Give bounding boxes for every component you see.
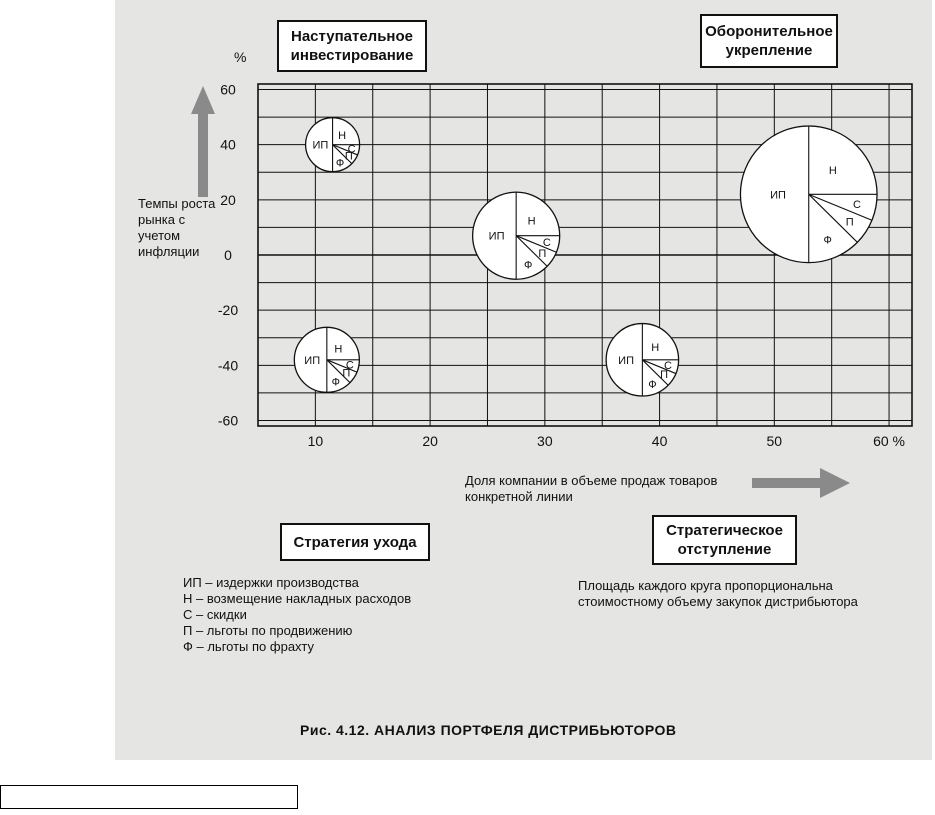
quadrant-exit-strategy: Стратегия ухода bbox=[280, 523, 430, 561]
bubble-segment-label: Н bbox=[338, 130, 347, 143]
bubble-segment-label: Ф bbox=[524, 259, 533, 272]
x-tick-label: 40 bbox=[651, 433, 668, 449]
y-tick-label: -40 bbox=[217, 357, 239, 374]
bubble-segment-label: Ф bbox=[823, 234, 832, 247]
bubble bbox=[606, 324, 678, 396]
bubble-segment-label: Н bbox=[828, 165, 837, 178]
x-axis-arrow bbox=[752, 468, 850, 498]
x-tick-label: 10 bbox=[307, 433, 324, 449]
y-unit-label: % bbox=[234, 49, 247, 65]
x-axis-label: Доля компании в объеме продаж товаров конкретной линии bbox=[465, 473, 718, 504]
bubble-segment-label: С bbox=[345, 359, 354, 372]
x-tick-label: 60 % bbox=[873, 433, 906, 449]
bubble-segment-label: С bbox=[347, 143, 356, 156]
bubble-segment-label: Н bbox=[527, 215, 536, 228]
bubble-segment-label: Ф bbox=[648, 378, 657, 391]
bubble-segment-label: ИП bbox=[488, 230, 505, 243]
legend-item: Н – возмещение накладных расходов bbox=[183, 591, 412, 606]
bubble-segment-label: С bbox=[853, 198, 861, 211]
bubble-segment-label: С bbox=[663, 359, 672, 372]
bubble-segment-label: Ф bbox=[335, 157, 345, 170]
quadrant-offensive-investing: Наступательное инвестирование bbox=[277, 20, 427, 72]
quadrant-strategic-retreat: Стратегическое отступление bbox=[652, 515, 797, 565]
bubble bbox=[306, 118, 360, 172]
bubble-segment-label: Н bbox=[334, 343, 343, 356]
legend bbox=[183, 575, 411, 655]
bubble bbox=[473, 192, 560, 279]
bubble-segment-label: С bbox=[542, 236, 551, 249]
y-tick-label: 0 bbox=[224, 247, 232, 263]
bubbles bbox=[294, 118, 877, 396]
bubble-segment-label: ИП bbox=[618, 354, 634, 367]
legend-item: П – льготы по продвижению bbox=[183, 623, 353, 638]
bubble-segment-label: ИП bbox=[312, 139, 329, 152]
blank-input-box bbox=[0, 785, 298, 809]
bubble bbox=[294, 327, 359, 392]
legend-item: С – скидки bbox=[183, 607, 247, 622]
bubble-segment-label: Н bbox=[651, 341, 660, 354]
bubble-segment-label: ИП bbox=[304, 354, 321, 367]
x-tick-label: 50 bbox=[766, 433, 783, 449]
y-tick-label: 40 bbox=[220, 136, 236, 153]
y-tick-label: -60 bbox=[217, 412, 239, 429]
bubble-segment-label: П bbox=[538, 247, 547, 260]
bubble bbox=[740, 126, 877, 263]
bubble-segment-label: Ф bbox=[331, 376, 341, 389]
x-tick-label: 20 bbox=[422, 433, 438, 449]
y-tick-label: -20 bbox=[217, 302, 239, 319]
quadrant-defensive-strengthening: Оборонительное укрепление bbox=[700, 14, 838, 68]
bubble-segment-label: П bbox=[344, 150, 353, 163]
figure-caption: Рис. 4.12. АНАЛИЗ ПОРТФЕЛЯ ДИСТРИБЬЮТОРОВ bbox=[300, 722, 677, 738]
bubble-segment-label: П bbox=[342, 367, 351, 380]
legend-item: Ф – льготы по фрахту bbox=[183, 639, 314, 654]
bubble-segment-label: П bbox=[845, 216, 854, 229]
area-note: Площадь каждого круга пропорциональна стоимостному объему закупок дистрибьютора bbox=[578, 578, 858, 609]
y-tick-label: 60 bbox=[220, 81, 236, 98]
bubble-segment-label: ИП bbox=[770, 189, 786, 202]
y-axis-label: Темпы роста рынка с учетом инфляции bbox=[138, 196, 216, 259]
y-axis-arrow bbox=[191, 86, 215, 197]
x-tick-label: 30 bbox=[537, 433, 553, 449]
y-tick-label: 20 bbox=[220, 191, 236, 208]
legend-item: ИП – издержки производства bbox=[183, 575, 359, 590]
bubble-segment-label: П bbox=[660, 369, 669, 382]
